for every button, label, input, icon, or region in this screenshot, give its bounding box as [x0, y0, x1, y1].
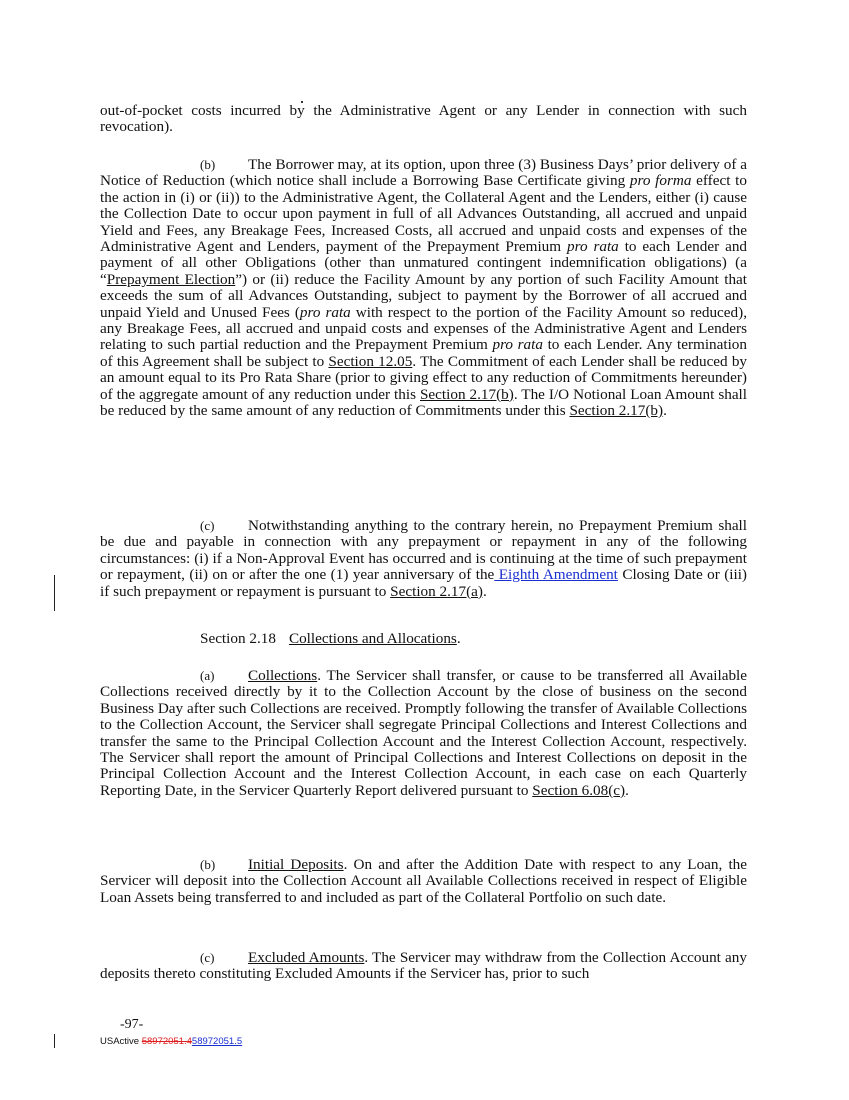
- label-b2: (b): [200, 857, 216, 872]
- xref-section-2-17a: Section 2.17(a): [390, 582, 483, 600]
- xref-section-2-17b-2: Section 2.17(b): [569, 402, 664, 420]
- section-title: Collections and Allocations: [288, 630, 457, 647]
- prepayment-election-term: Prepayment Election: [106, 270, 236, 288]
- paragraph-b: (b) The Borrower may, at its option, upon three (3) Business Days’ prior delivery of a Notice of Reduction (which notice shall include a Borrowing Base Certificate giving pro forma effect to the action in (i) or (ii)) to the Administrative Agent, the Collateral Agent and the Lenders, either (i) cause the Collection Date to occur upon payment in full of all Advances Outstanding, all accrued and unpaid Yield and Fees, any Breakage Fees, Increased Costs, all accrued and unpaid costs and expenses of the Administrative Agent and Lenders, payment of the Prepayment Premium pro rata to each Lender and payment of all other Obligations (other than unmatured contingent indemnification obligations) (a “Prepayment Election”) or (ii) reduce the Facility Amount by any portion of such Facility Amount that exceeds the sum of all Advances Outstanding, subject to payment by the Borrower of all accrued and unpaid Yield and Unused Fees (pro rata with respect to the portion of the Facility Amount so reduced), any Breakage Fees, all accrued and unpaid costs and expenses of the Administrative Agent and Lenders relating to such partial reduction and the Prepayment Premium pro rata to each Lender. Any termination of this Agreement shall be subject to Section 12.05. The Commitment of each Lender shall be reduced by an amount equal to its Pro Rata Share (prior to giving effect to any reduction of Commitments hereunder) of the aggregate amount of any reduction under this Section 2.17(b). The I/O Notional Loan Amount shall be reduced by the same amount of any reduction of Commitments under this Section 2.17(b).: [100, 156, 748, 420]
- xref-section-2-17b: Section 2.17(b): [419, 385, 514, 403]
- change-bar-footer: [54, 1034, 55, 1048]
- label-c2: (c): [200, 950, 215, 965]
- section-number: Section 2.18: [200, 630, 276, 647]
- heading-excluded-amounts: Excluded Amounts: [248, 949, 365, 966]
- paragraph-continuation: out-of-pocket costs incurred by the Administrative Agent or any Lender in connection with such revocation).: [100, 102, 747, 136]
- paragraph-collections: (a) Collections. The Servicer shall transfer, or cause to be transferred all Available Collections received directly by it to the Collection Account by the close of business on the second Business Day after such Collections are received. Promptly following the transfer of Available Collections to the Collection Account, the Servicer shall segregate Principal Collections and Interest Collections and transfer the same to the Principal Collection Account and the Interest Collection Account, respectively. The Servicer shall report the amount of Principal Collections and Interest Collections on deposit in the Principal Collection Account and the Interest Collection Account, in each case on each Quarterly Reporting Date, in the Servicer Quarterly Report delivered pursuant to Section 6.08(c).: [100, 667, 747, 799]
- label-c: (c): [200, 518, 215, 533]
- xref-section-6-08c: Section 6.08(c): [532, 781, 626, 799]
- paragraph-c: (c) Notwithstanding anything to the contrary herein, no Prepayment Premium shall be due and payable in connection with any prepayment or repayment in any of the following circumstances: (i) if a Non-Approval Event has occurred and is continuing at the time of such prepayment or repayment, (ii) on or after the one (1) year anniversary of the Eighth Amendment Closing Date or (iii) if such prepayment or repayment is pursuant to Section 2.17(a).: [100, 517, 747, 600]
- label-b: (b): [200, 157, 216, 172]
- inserted-eighth-amendment: Eighth Amendment: [494, 566, 618, 584]
- heading-initial-deposits: Initial Deposits: [248, 856, 344, 873]
- inserted-doc-id: 58972051.5: [191, 1036, 243, 1047]
- deleted-doc-id: 58972051.4: [141, 1036, 192, 1047]
- paragraph-initial-deposits: (b) Initial Deposits. On and after the Addition Date with respect to any Loan, the Servicer will deposit into the Collection Account all Available Collections received in respect of Eligible Loan Assets being transferred to and included as part of the Collateral Portfolio on such date.: [100, 856, 748, 906]
- xref-section-12-05: Section 12.05: [328, 352, 413, 370]
- section-2-18-heading: Section 2.18 Collections and Allocations.: [200, 630, 461, 647]
- document-id: USActive 58972051.458972051.5: [100, 1036, 243, 1047]
- page-number: -97-: [120, 1017, 144, 1032]
- label-a: (a): [200, 668, 215, 683]
- change-bar: [54, 575, 55, 611]
- paragraph-excluded-amounts: (c) Excluded Amounts. The Servicer may withdraw from the Collection Account any deposits thereto constituting Excluded Amounts if the Servicer has, prior to such: [100, 949, 747, 983]
- heading-collections: Collections: [248, 667, 318, 684]
